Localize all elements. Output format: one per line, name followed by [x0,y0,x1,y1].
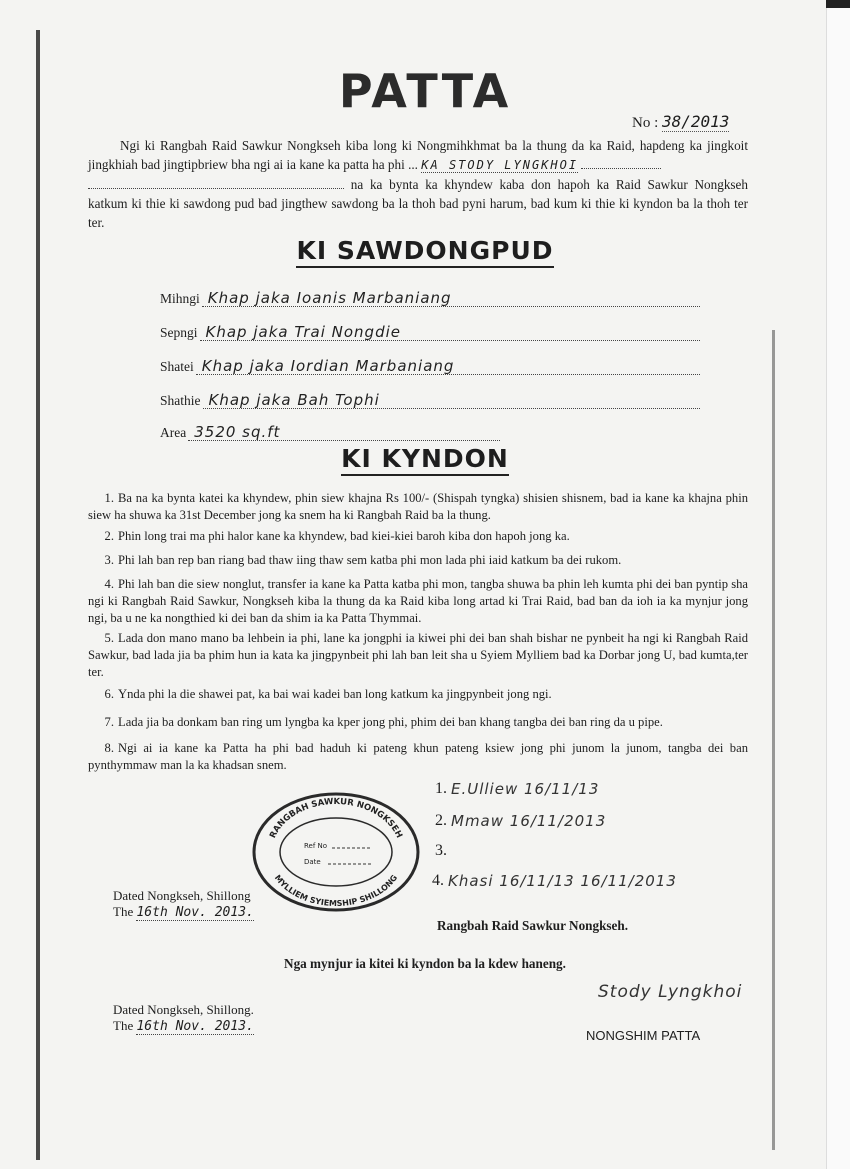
owner-label: NONGSHIM PATTA [586,1028,701,1043]
dated-block-1: Dated Nongkseh, Shillong The 16th Nov. 2013. [113,888,254,920]
document-title: PATTA [338,64,512,118]
boundary-area: Area 3520 sq.ft [160,424,500,441]
intro-text: Ngi ki Rangbah Raid Sawkur Nongkseh kiba long ki Nongmihkhmat ba la thung da ka Raid, hapdeng ka jingkoit jingkhiah bad jingtipbriew bha ngi ai ia kane ka patta ha phi ... [88,138,748,172]
dated-block-2: Dated Nongkseh, Shillong. The 16th Nov. 2013. [113,1002,254,1034]
section-heading-boundaries: KI SAWDONGPUD [0,236,850,265]
document-number-label: No : [632,115,659,131]
condition-item: 6. Ynda phi la die shawei pat, ka bai wai kadei ban long katkum ka jingpynbeit jong ngi. [104,687,552,701]
section-heading-conditions: KI KYNDON [0,444,850,473]
signature-line: 4. Khasi 16/11/13 16/11/2013 [432,872,677,890]
signature-line: 1. E.Ulliew 16/11/13 [435,780,600,798]
handwritten-signature: Khasi 16/11/13 16/11/2013 [448,872,677,890]
stamp-top-text: RANGBAH SAWKUR NONGKSEH [268,796,404,840]
official-stamp [250,790,422,914]
grantee-name: KA STODY LYNGKHOI [421,158,579,172]
scan-edge [36,30,40,1160]
document-number-value: 38/2013 [662,112,730,131]
signature-line: 3. [435,842,447,859]
stamp-date-label: Date [304,858,321,866]
handwritten-signature: Mmaw 16/11/2013 [451,812,607,830]
scan-margin [826,0,850,1169]
agreement-statement: Nga mynjur ia kitei ki kyndon ba la kdew haneng. [284,956,566,971]
condition-item: 1. Ba na ka bynta katei ka khyndew, phin siew khajna Rs 100/- (Shispah tyngka) shisien shisnem, bad ia kane ka khajna phin siew ha shuwa ka 31st December jong ka snem ha ki Rangbah Raid ba la thung. [88,491,748,522]
handwritten-signature: E.Ulliew 16/11/13 [451,780,600,798]
condition-item: 7. Lada jia ba donkam ban ring um lyngba ka kper jong phi, phim dei ban khang tangba dei ban ring da u pipe. [104,715,663,729]
document-number [632,112,729,132]
svg-text:MYLLIEM SYIEMSHIP SHILLONG [273,873,399,908]
condition-item: 5. Lada don mano mano ba lehbein ia phi, lane ka jongphi ia kiwei phi dei ban shah bishar ne pynbeit ha ngi ki Rangbah Raid Sawkur, bad lada jia ba phim hun ia kata ka jingpynbeit phi lah ban leit sha u Syiem Mylliem bad ka Dorbar jong U, bad kumta,ter ter. [88,631,748,679]
condition-item: 8. Ngi ai ia kane ka Patta ha phi bad haduh ki pateng khun pateng ksiew jong phi junom la junom, tangba dei ban pynthymmaw man la ka khadsan snem. [88,741,748,772]
owner-signature: Stody Lyngkhoi [598,982,743,1002]
condition-item: 3. Phi lah ban rep ban riang bad thaw iing thaw sem katba phi mon lada phi iaid katkum ba dei rukom. [104,553,622,567]
boundary-east: Mihngi Khap jaka Ioanis Marbaniang [160,290,700,307]
intro-text-continued: na ka bynta ka khyndew kaba don hapoh ka Raid Sawkur Nongkseh katkum ki thie ki sawdong pud bad jingthew sawdong ba la thoh bad pyni harum, bad kum ki thie ki kyndon ba la thoh ter ter. [88,177,748,230]
boundary-west: Sepngi Khap jaka Trai Nongdie [160,324,700,341]
condition-item: 2. Phin long trai ma phi halor kane ka khyndew, bad kiei-kiei baroh kiba don hapoh jong ka. [104,529,570,543]
stamp-ref-label: Ref No [304,842,328,850]
condition-item: 4. Phi lah ban die siew nonglut, transfer ia kane ka Patta katba phi mon, tangba shuwa ba phin leh kumta phi dei ban pyntip sha ngi ki Rangbah Raid Sawkur, Nongkseh kiba la thung da ka Raid kiba long artad ki Trai Raid, bad ban da ioh ia ka mynjur jong ngi, ba u ne ka nongthied ki dei ban da shim ia ka Patta Thymmai. [88,577,748,625]
signatory-label: Rangbah Raid Sawkur Nongkseh. [437,918,629,933]
signature-line: 2. Mmaw 16/11/2013 [435,812,607,830]
boundary-north: Shatei Khap jaka Iordian Marbaniang [160,358,700,375]
stamp-bottom-text: MYLLIEM SYIEMSHIP SHILLONG [272,873,400,909]
boundary-south: Shathie Khap jaka Bah Tophi [160,392,700,409]
scan-edge [826,0,850,8]
intro-paragraph [88,136,748,232]
